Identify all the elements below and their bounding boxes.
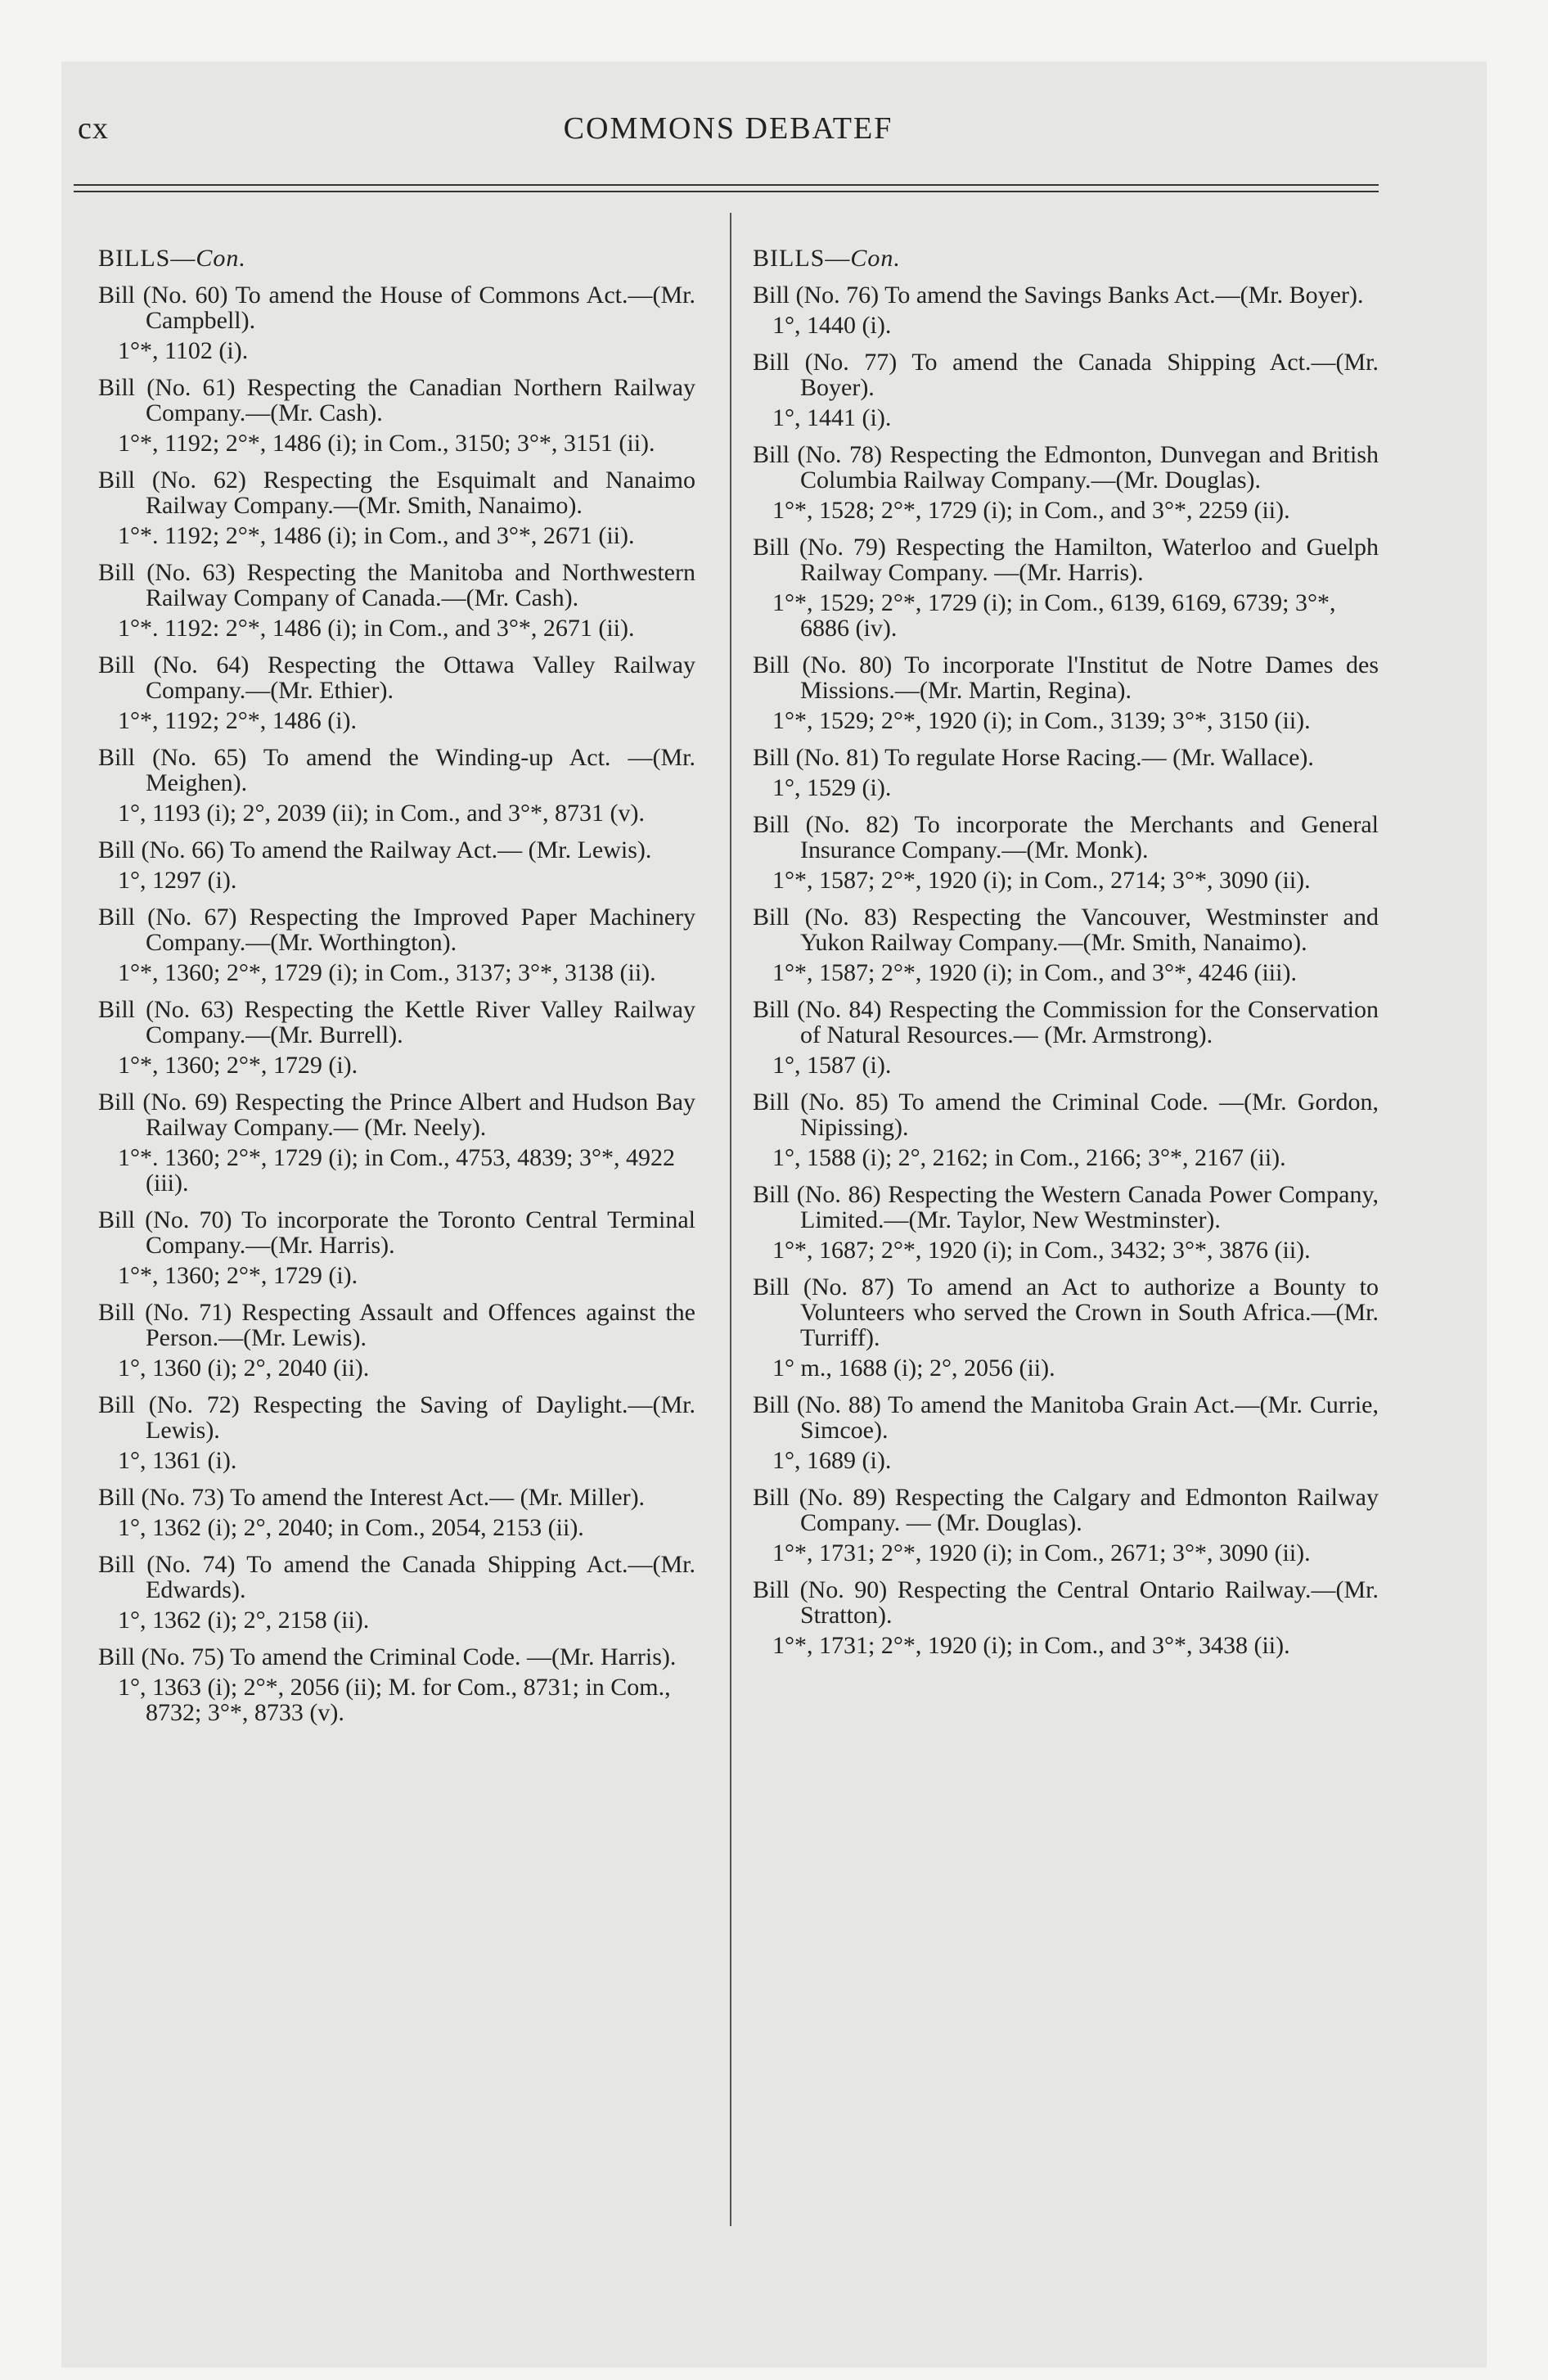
bill-reference: 1°*, 1360; 2°*, 1729 (i).: [118, 1262, 358, 1289]
bill-entry: [98, 904, 695, 985]
bill-title: Bill (No. 62) Respecting the Esquimalt and Nanaimo Railway Company.—(Mr. Smith, Nanaimo).: [98, 467, 695, 519]
bill-entry: [753, 997, 1379, 1078]
bill-title: Bill (No. 70) To incorporate the Toronto Central Terminal Company.—(Mr. Harris).: [98, 1206, 695, 1259]
bill-reference: 1°*, 1587; 2°*, 1920 (i); in Com., and 3°*, 4246 (iii).: [772, 959, 1297, 986]
bill-title: Bill (No. 78) Respecting the Edmonton, Dunvegan and British Columbia Railway Company.—(Mr. Douglas).: [753, 441, 1379, 494]
bill-reference: 1°*. 1192; 2°*, 1486 (i); in Com., and 3°*, 2671 (ii).: [118, 522, 635, 549]
bill-reference: 1°, 1587 (i).: [772, 1052, 892, 1079]
bill-title: Bill (No. 60) To amend the House of Commons Act.—(Mr. Campbell).: [98, 282, 695, 334]
header-rule-bottom: [74, 191, 1379, 192]
bill-reference: 1°*, 1529; 2°*, 1729 (i); in Com., 6139, 6169, 6739; 3°*, 6886 (iv).: [772, 589, 1336, 642]
page-header: [78, 110, 1379, 160]
bill-title: Bill (No. 67) Respecting the Improved Paper Machinery Company.—(Mr. Worthington).: [98, 904, 695, 956]
bill-title: Bill (No. 77) To amend the Canada Shipping Act.—(Mr. Boyer).: [753, 349, 1379, 401]
bill-title: Bill (No. 87) To amend an Act to authorize a Bounty to Volunteers who served the Crown in South Africa.—(Mr. Turriff).: [753, 1273, 1379, 1351]
bill-list: [98, 282, 695, 1725]
bill-title: Bill (No. 75) To amend the Criminal Code. —(Mr. Harris).: [98, 1643, 677, 1670]
bill-entry: [753, 745, 1379, 800]
bill-title: Bill (No. 84) Respecting the Commission for the Conservation of Natural Resources.— (Mr. Armstrong).: [753, 996, 1379, 1048]
bill-reference: 1°*, 1587; 2°*, 1920 (i); in Com., 2714; 3°*, 3090 (ii).: [772, 867, 1311, 894]
page-number: cx: [78, 111, 109, 146]
bill-reference: 1°, 1441 (i).: [772, 404, 892, 431]
bill-entry: [98, 652, 695, 733]
bill-entry: [98, 1300, 695, 1381]
bill-title: Bill (No. 82) To incorporate the Merchants and General Insurance Company.—(Mr. Monk).: [753, 811, 1379, 863]
bill-reference: 1° m., 1688 (i); 2°, 2056 (ii).: [772, 1355, 1055, 1382]
bill-entry: [753, 442, 1379, 523]
bill-entry: [98, 1485, 695, 1540]
bill-entry: [753, 652, 1379, 733]
section-label: BILLS—: [753, 245, 851, 272]
bill-entry: [98, 560, 695, 641]
left-column: [98, 246, 695, 1737]
bill-entry: [753, 1392, 1379, 1473]
bill-title: Bill (No. 80) To incorporate l'Institut de Notre Dames des Missions.—(Mr. Martin, Regina).: [753, 651, 1379, 704]
bill-title: Bill (No. 83) Respecting the Vancouver, Westminster and Yukon Railway Company.—(Mr. Smith, Nanaimo).: [753, 904, 1379, 956]
bill-reference: 1°*, 1102 (i).: [118, 337, 249, 364]
bill-reference: 1°*, 1731; 2°*, 1920 (i); in Com., and 3°*, 3438 (ii).: [772, 1632, 1290, 1659]
bill-title: Bill (No. 63) Respecting the Manitoba and Northwestern Railway Company of Canada.—(Mr. Cash).: [98, 559, 695, 611]
header-rule-top: [74, 184, 1379, 186]
bill-entry: [98, 1089, 695, 1196]
bill-entry: [753, 904, 1379, 985]
bill-reference: 1°*, 1687; 2°*, 1920 (i); in Com., 3432; 3°*, 3876 (ii).: [772, 1237, 1311, 1264]
bill-entry: [753, 812, 1379, 893]
bill-title: Bill (No. 86) Respecting the Western Canada Power Company, Limited.—(Mr. Taylor, New Westminster).: [753, 1181, 1379, 1233]
bill-entry: [98, 997, 695, 1078]
bill-entry: [753, 1089, 1379, 1170]
section-continued: Con.: [850, 245, 901, 272]
bill-entry: [753, 1577, 1379, 1658]
bill-reference: 1°, 1362 (i); 2°, 2158 (ii).: [118, 1607, 370, 1634]
bill-reference: 1°*, 1731; 2°*, 1920 (i); in Com., 2671; 3°*, 3090 (ii).: [772, 1539, 1311, 1566]
bill-entry: [753, 534, 1379, 641]
bill-title: Bill (No. 90) Respecting the Central Ontario Railway.—(Mr. Stratton).: [753, 1576, 1379, 1629]
bill-title: Bill (No. 73) To amend the Interest Act.— (Mr. Miller).: [98, 1484, 646, 1511]
bill-title: Bill (No. 76) To amend the Savings Banks Act.—(Mr. Boyer).: [753, 282, 1364, 309]
bill-entry: [753, 1274, 1379, 1381]
bill-title: Bill (No. 65) To amend the Winding-up Act. —(Mr. Meighen).: [98, 744, 695, 796]
bill-reference: 1°, 1588 (i); 2°, 2162; in Com., 2166; 3°*, 2167 (ii).: [772, 1144, 1286, 1171]
bill-entry: [98, 282, 695, 363]
bill-reference: 1°, 1363 (i); 2°*, 2056 (ii); M. for Com., 8731; in Com., 8732; 3°*, 8733 (v).: [118, 1674, 671, 1726]
bill-title: Bill (No. 85) To amend the Criminal Code. —(Mr. Gordon, Nipissing).: [753, 1089, 1379, 1141]
bill-reference: 1°, 1297 (i).: [118, 867, 237, 894]
bill-entry: [753, 282, 1379, 338]
right-column: [753, 246, 1379, 1670]
bill-entry: [98, 745, 695, 826]
bill-title: Bill (No. 66) To amend the Railway Act.— (Mr. Lewis).: [98, 836, 652, 863]
section-heading: [98, 246, 695, 271]
bill-reference: 1°*, 1360; 2°*, 1729 (i); in Com., 3137; 3°*, 3138 (ii).: [118, 959, 656, 986]
bill-title: Bill (No. 61) Respecting the Canadian Northern Railway Company.—(Mr. Cash).: [98, 374, 695, 426]
bill-title: Bill (No. 89) Respecting the Calgary and Edmonton Railway Company. — (Mr. Douglas).: [753, 1484, 1379, 1536]
bill-reference: 1°*, 1192; 2°*, 1486 (i); in Com., 3150; 3°*, 3151 (ii).: [118, 430, 655, 457]
bill-entry: [98, 467, 695, 548]
bill-reference: 1°, 1362 (i); 2°, 2040; in Com., 2054, 2153 (ii).: [118, 1514, 584, 1541]
section-continued: Con.: [196, 245, 246, 272]
bill-reference: 1°*, 1528; 2°*, 1729 (i); in Com., and 3°*, 2259 (ii).: [772, 497, 1290, 524]
bill-title: Bill (No. 64) Respecting the Ottawa Valley Railway Company.—(Mr. Ethier).: [98, 651, 695, 704]
bill-reference: 1°*. 1360; 2°*, 1729 (i); in Com., 4753, 4839; 3°*, 4922 (iii).: [118, 1144, 675, 1197]
bill-entry: [753, 349, 1379, 430]
bill-title: Bill (No. 74) To amend the Canada Shipping Act.—(Mr. Edwards).: [98, 1551, 695, 1603]
bill-reference: 1°, 1440 (i).: [772, 312, 892, 339]
bill-list: [753, 282, 1379, 1658]
bill-entry: [98, 1207, 695, 1288]
bill-entry: [98, 375, 695, 456]
bill-title: Bill (No. 72) Respecting the Saving of Daylight.—(Mr. Lewis).: [98, 1391, 695, 1444]
bill-entry: [753, 1485, 1379, 1566]
bill-reference: 1°*, 1360; 2°*, 1729 (i).: [118, 1052, 358, 1079]
bill-title: Bill (No. 69) Respecting the Prince Albert and Hudson Bay Railway Company.— (Mr. Neely).: [98, 1089, 695, 1141]
bill-reference: 1°, 1193 (i); 2°, 2039 (ii); in Com., and 3°*, 8731 (v).: [118, 800, 645, 827]
bill-entry: [98, 837, 695, 893]
bill-entry: [98, 1392, 695, 1473]
bill-reference: 1°*, 1192; 2°*, 1486 (i).: [118, 707, 358, 734]
bill-title: Bill (No. 71) Respecting Assault and Offences against the Person.—(Mr. Lewis).: [98, 1299, 695, 1351]
bill-title: Bill (No. 63) Respecting the Kettle River Valley Railway Company.—(Mr. Burrell).: [98, 996, 695, 1048]
bill-reference: 1°*. 1192: 2°*, 1486 (i); in Com., and 3°*, 2671 (ii).: [118, 615, 635, 642]
bill-title: Bill (No. 81) To regulate Horse Racing.— (Mr. Wallace).: [753, 744, 1314, 771]
bill-reference: 1°, 1360 (i); 2°, 2040 (ii).: [118, 1355, 370, 1382]
bill-reference: 1°*, 1529; 2°*, 1920 (i); in Com., 3139; 3°*, 3150 (ii).: [772, 707, 1311, 734]
section-heading: [753, 246, 1379, 271]
bill-entry: [753, 1182, 1379, 1263]
bill-reference: 1°, 1529 (i).: [772, 774, 892, 801]
running-title: COMMONS DEBATEF: [563, 111, 893, 146]
bill-title: Bill (No. 88) To amend the Manitoba Grain Act.—(Mr. Currie, Simcoe).: [753, 1391, 1379, 1444]
column-divider: [730, 213, 731, 2226]
section-label: BILLS—: [98, 245, 196, 272]
bill-reference: 1°, 1361 (i).: [118, 1447, 237, 1474]
bill-reference: 1°, 1689 (i).: [772, 1447, 892, 1474]
bill-entry: [98, 1552, 695, 1633]
bill-entry: [98, 1644, 695, 1725]
bill-title: Bill (No. 79) Respecting the Hamilton, Waterloo and Guelph Railway Company. —(Mr. Harris).: [753, 534, 1379, 586]
